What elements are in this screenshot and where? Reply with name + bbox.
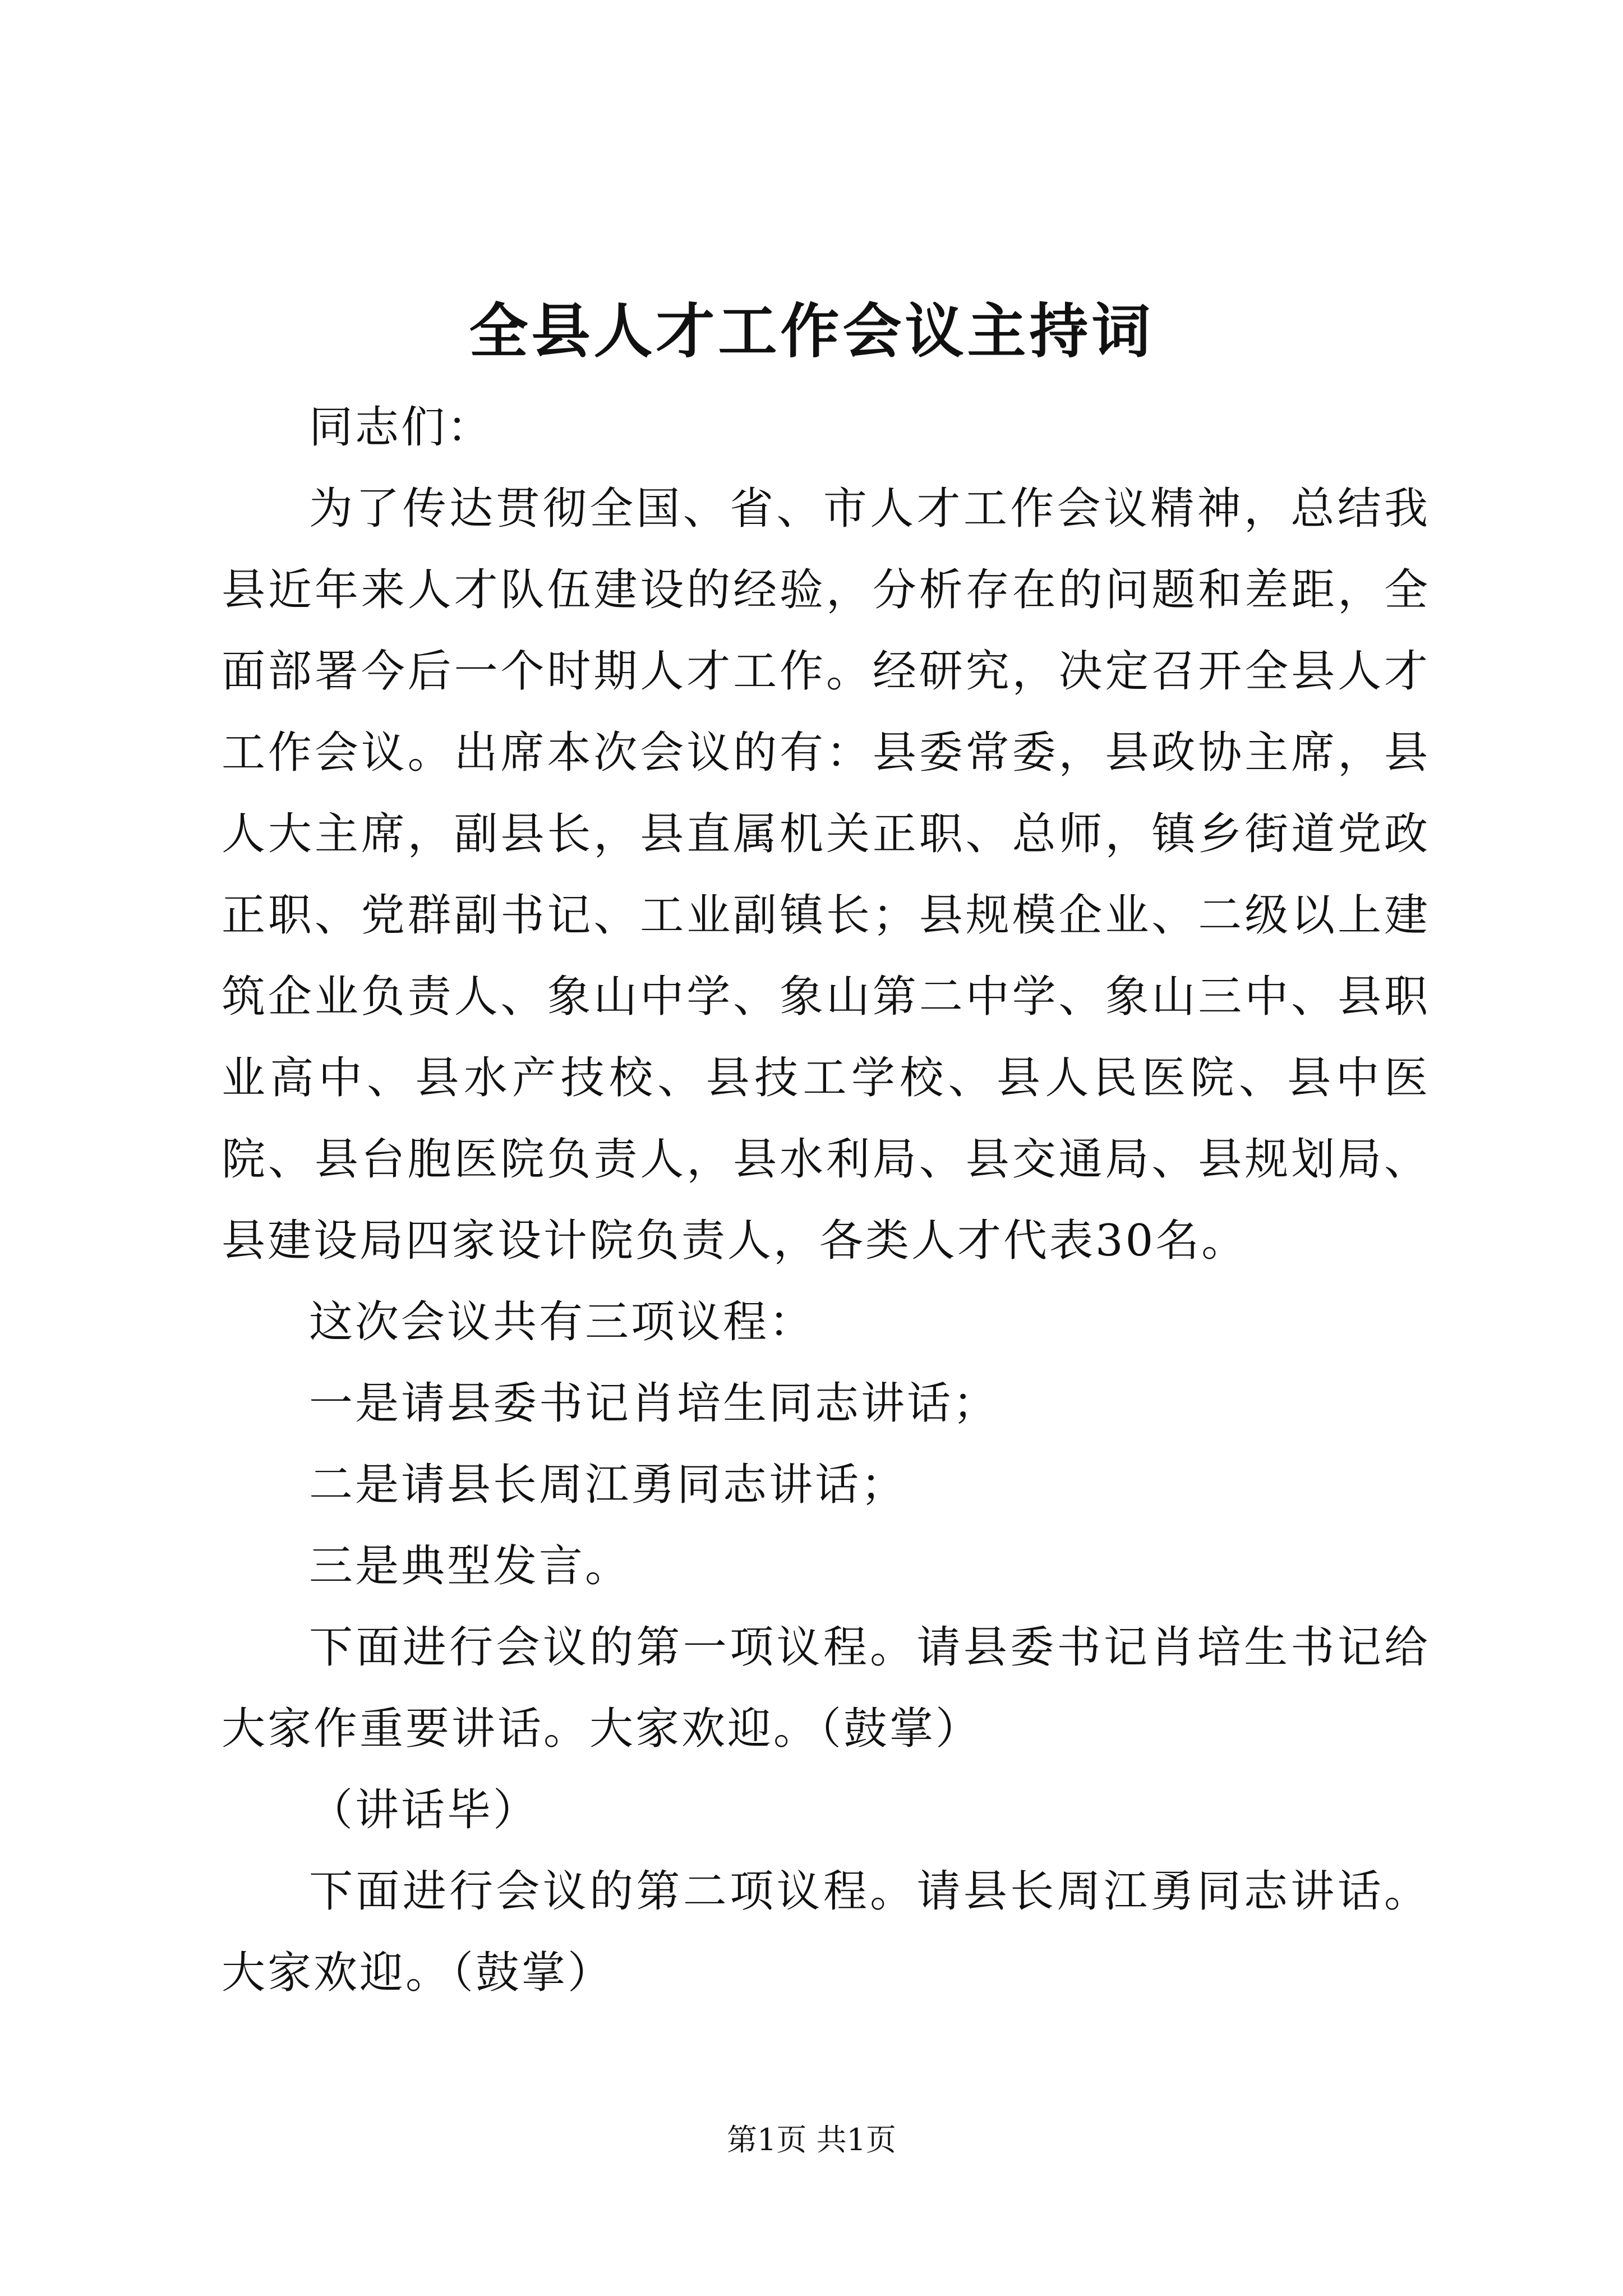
paragraph-intro: 为了传达贯彻全国、省、市人才工作会议精神，总结我县近年来人才队伍建设的经验，分析存在的问题和差距，全面部署今后一个时期人才工作。经研究，决定召开全县人才工作会议。出席本次会议的有：县委常委，县政协主席，县人大主席，副县长，县直属机关正职、总师，镇乡街道党政正职、党群副书记、工业副镇长；县规模企业、二级以上建筑企业负责人、象山中学、象山第二中学、象山三中、县职业高中、县水产技校、县技工学校、县人民医院、县中医院、县台胞医院负责人，县水利局、县交通局、县规划局、县建设局四家设计院负责人，各类人才代表30名。	[222, 484, 1430, 1266]
paragraph-second-item: 下面进行会议的第二项议程。请县长周江勇同志讲话。大家欢迎。（鼓掌）	[222, 1866, 1430, 1998]
agenda-item-1: 一是请县委书记肖培生同志讲话；	[309, 1378, 999, 1429]
paragraph-first-item: 下面进行会议的第一项议程。请县委书记肖培生书记给大家作重要讲话。大家欢迎。（鼓掌）	[222, 1622, 1430, 1754]
agenda-item-3: 三是典型发言。	[309, 1541, 631, 1591]
paragraph-speech-end: （讲话毕）	[309, 1785, 540, 1835]
agenda-item-2: 二是请县长周江勇同志讲话；	[309, 1460, 907, 1510]
page-footer: 第1页 共1页	[727, 2122, 896, 2157]
salutation: 同志们：	[309, 402, 494, 453]
document-body	[222, 387, 1430, 2014]
document-title: 全县人才工作会议主持词	[469, 296, 1154, 366]
paragraph-agenda-heading: 这次会议共有三项议程：	[309, 1297, 815, 1347]
